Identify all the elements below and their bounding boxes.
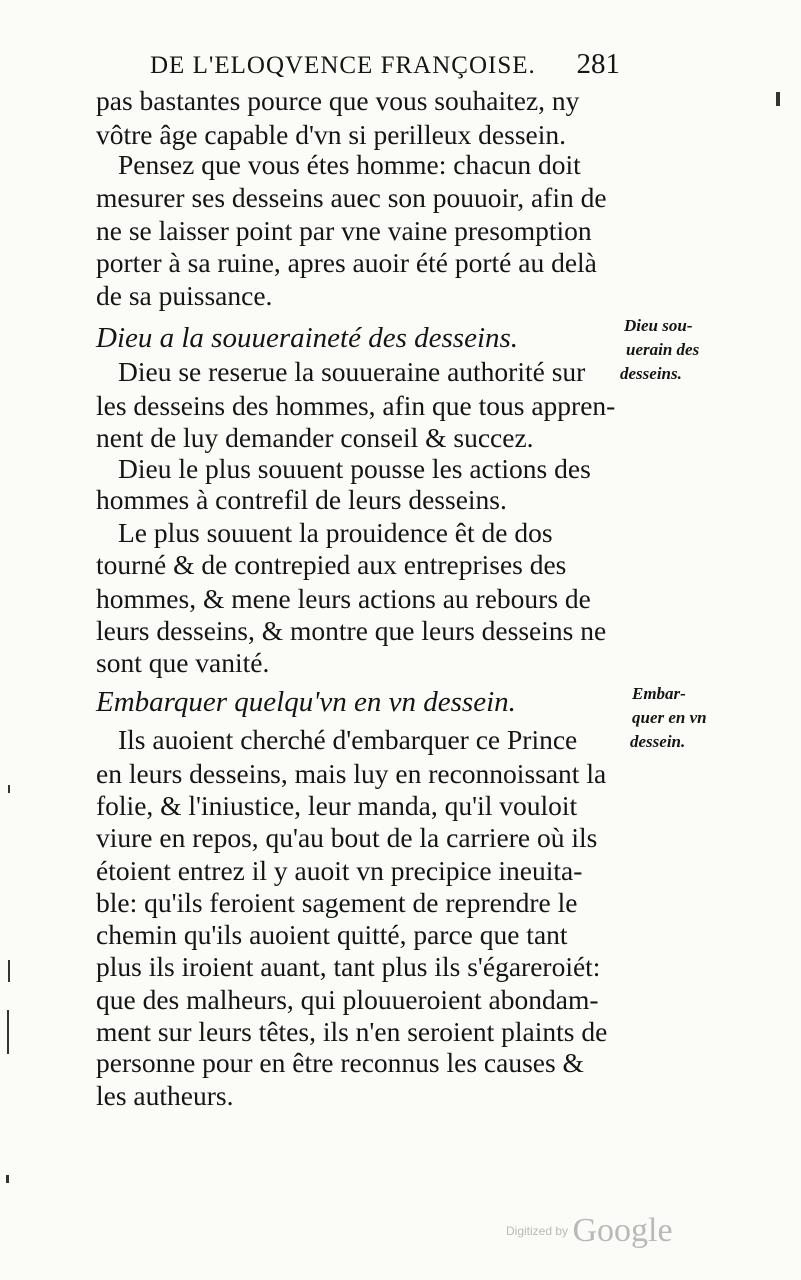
text-line: viure en repos, qu'au bout de la carriere où ils	[96, 822, 598, 853]
margin-note-line: desseins.	[620, 364, 682, 383]
section-heading: Embarquer quelqu'vn en vn dessein.	[96, 686, 516, 718]
scan-mark	[8, 785, 10, 793]
margin-note-line: Dieu sou-	[624, 316, 693, 335]
margin-note-line: dessein.	[630, 732, 686, 751]
text-line: pas bastantes pource que vous souhaitez, ny	[96, 85, 580, 116]
scan-mark	[776, 92, 780, 106]
margin-note-embarquer	[632, 682, 742, 754]
running-title: DE L'ELOQVENCE FRANÇOISE.	[150, 52, 536, 79]
text-line: hommes à contrefil de leurs desseins.	[96, 484, 507, 515]
text-line: Ils auoient cherché d'embarquer ce Prince	[118, 724, 578, 755]
text-line: porter à sa ruine, apres auoir été porté au delà	[96, 247, 597, 278]
text-line: Pensez que vous étes homme: chacun doit	[118, 149, 581, 180]
scan-mark	[6, 1175, 9, 1183]
running-header	[150, 48, 620, 88]
text-line: folie, & l'iniustice, leur manda, qu'il vouloit	[96, 790, 578, 821]
text-line: personne pour en être reconnus les causes &	[96, 1047, 584, 1078]
text-line: ne se laisser point par vne vaine presomption	[96, 215, 592, 246]
text-line: Dieu se reserue la souueraine authorité sur	[118, 356, 586, 387]
text-line: hommes, & mene leurs actions au rebours de	[96, 583, 591, 614]
watermark-prefix: Digitized by	[506, 1224, 569, 1238]
google-logo: Google	[572, 1212, 673, 1249]
text-line: de sa puissance.	[96, 280, 273, 311]
text-line: sont que vanité.	[96, 647, 270, 678]
text-line: nent de luy demander conseil & succez.	[96, 422, 534, 453]
text-line: tourné & de contrepied aux entreprises des	[96, 549, 567, 580]
text-line: ment sur leurs têtes, ils n'en seroient plaints de	[96, 1016, 608, 1047]
margin-note-line: quer en vn	[632, 708, 707, 727]
text-line: leurs desseins, & montre que leurs desseins ne	[96, 615, 607, 646]
text-line: les autheurs.	[96, 1080, 234, 1111]
text-line: vôtre âge capable d'vn si perilleux dessein.	[96, 119, 566, 150]
scan-mark	[7, 1010, 9, 1054]
margin-note-dieu	[620, 314, 734, 386]
text-line: Dieu le plus souuent pousse les actions des	[118, 453, 591, 484]
margin-note-line: uerain des	[626, 340, 700, 359]
text-line: Le plus souuent la prouidence êt de dos	[118, 517, 553, 548]
text-line: en leurs desseins, mais luy en reconnoissant la	[96, 758, 607, 789]
page-number: 281	[576, 48, 620, 80]
margin-note-line: Embar-	[632, 684, 686, 703]
text-line: chemin qu'ils auoient quitté, parce que tant	[96, 919, 568, 950]
text-line: mesurer ses desseins auec son pouuoir, afin de	[96, 182, 607, 213]
text-line: plus ils iroient auant, tant plus ils s'égareroiét:	[96, 951, 601, 982]
text-line: que des malheurs, qui plouueroient abondam-	[96, 984, 599, 1015]
text-line: ble: qu'ils feroient sagement de reprendre le	[96, 887, 578, 918]
text-line: étoient entrez il y auoit vn precipice ineuita-	[96, 855, 583, 886]
text-line: les desseins des hommes, afin que tous appren-	[96, 390, 616, 421]
digitized-watermark	[506, 1212, 673, 1250]
section-heading: Dieu a la souueraineté des desseins.	[96, 322, 519, 354]
scan-mark	[8, 960, 10, 982]
